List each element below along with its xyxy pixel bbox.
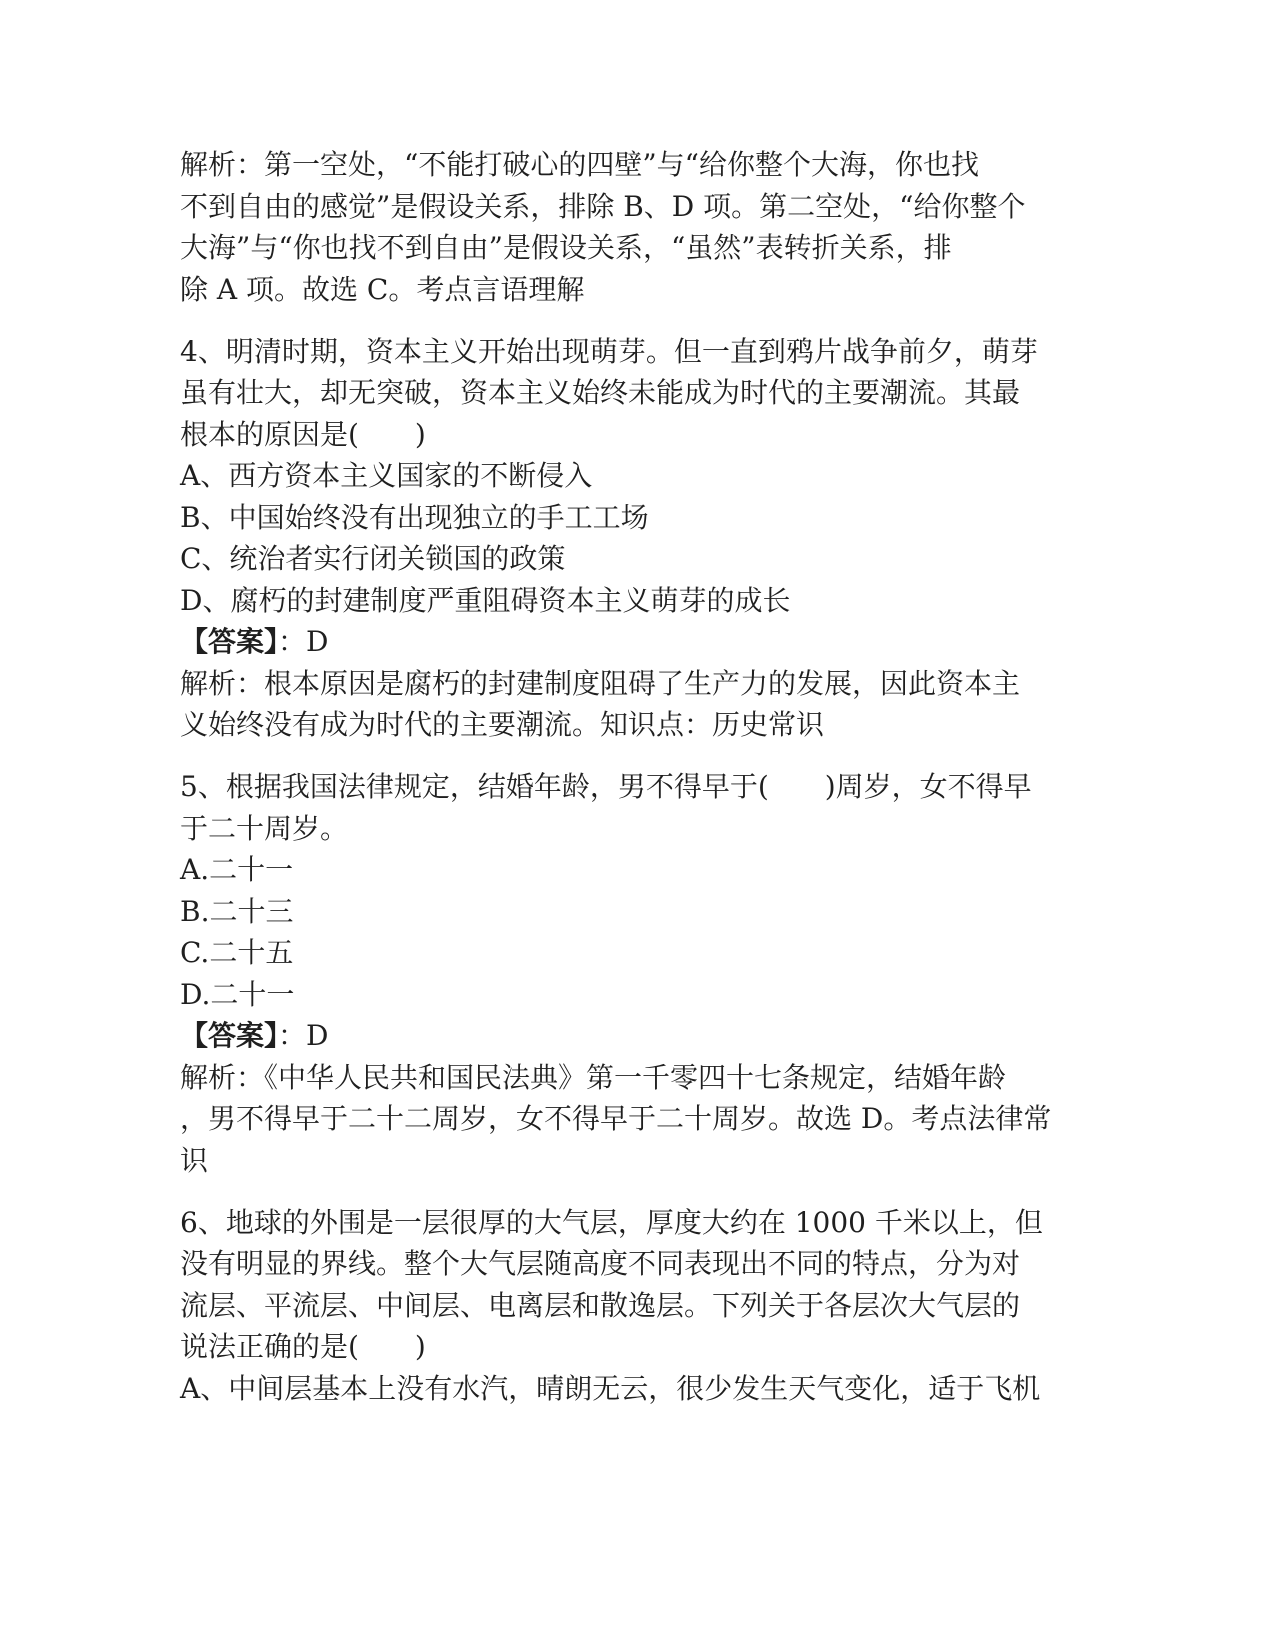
q3-analysis-block — [180, 144, 1180, 310]
analysis-line: 除 A 项。故选 C。考点言语理解 — [180, 272, 585, 306]
analysis-line: 不到自由的感觉”是假设关系，排除 B、D 项。第二空处，“给你整个 — [180, 189, 1026, 223]
analysis-line: 识 — [180, 1143, 209, 1177]
option-c: C.二十五 — [180, 936, 294, 969]
question-5 — [180, 766, 1180, 1181]
answer-line — [180, 621, 1180, 663]
answer-label: 【答案】 — [180, 625, 279, 658]
answer-label: 【答案】 — [180, 1019, 279, 1052]
question-6 — [180, 1202, 1180, 1410]
analysis-line: 解析：根本原因是腐朽的封建制度阻碍了生产力的发展，因此资本主 — [180, 666, 1021, 700]
question-stem-line: 没有明显的界线。整个大气层随高度不同表现出不同的特点，分为对 — [180, 1247, 1021, 1280]
option-d: D.二十一 — [180, 977, 295, 1011]
document-content — [180, 144, 1180, 1409]
question-stem-line: 于二十周岁。 — [180, 811, 349, 845]
option-a: A、西方资本主义国家的不断侵入 — [180, 459, 593, 492]
question-4 — [180, 331, 1180, 746]
answer-value: ：D — [278, 625, 329, 658]
option-a: A、中间层基本上没有水汽，晴朗无云，很少发生天气变化，适于飞机 — [180, 1371, 1041, 1405]
option-a: A.二十一 — [180, 853, 294, 886]
question-stem-line: 流层、平流层、中间层、电离层和散逸层。下列关于各层次大气层的 — [180, 1288, 1021, 1322]
analysis-line: 解析：第一空处，“不能打破心的四壁”与“给你整个大海，你也找 — [180, 148, 979, 181]
analysis-line: ，男不得早于二十二周岁，女不得早于二十周岁。故选 D。考点法律常 — [180, 1102, 1052, 1135]
question-stem-line: 5、根据我国法律规定，结婚年龄，男不得早于( )周岁，女不得早 — [180, 770, 1032, 803]
option-c: C、统治者实行闭关锁国的政策 — [180, 542, 566, 575]
answer-line — [180, 1015, 1180, 1057]
question-stem-line: 根本的原因是( ) — [180, 417, 426, 451]
question-stem-line: 虽有壮大，却无突破，资本主义始终未能成为时代的主要潮流。其最 — [180, 376, 1021, 409]
analysis-line: 解析：《中华人民共和国民法典》第一千零四十七条规定，结婚年龄 — [180, 1060, 1007, 1094]
question-stem-line: 4、明清时期，资本主义开始出现萌芽。但一直到鸦片战争前夕，萌芽 — [180, 334, 1038, 368]
analysis-line: 大海”与“你也找不到自由”是假设关系，“虽然”表转折关系，排 — [180, 231, 952, 264]
question-stem-line: 说法正确的是( ) — [180, 1330, 426, 1363]
option-d: D、腐朽的封建制度严重阻碍资本主义萌芽的成长 — [180, 583, 791, 617]
question-stem-line: 6、地球的外围是一层很厚的大气层，厚度大约在 1000 千米以上，但 — [180, 1205, 1043, 1239]
option-b: B、中国始终没有出现独立的手工工场 — [180, 500, 649, 534]
answer-value: ：D — [278, 1019, 329, 1052]
analysis-line: 义始终没有成为时代的主要潮流。知识点：历史常识 — [180, 708, 825, 741]
option-b: B.二十三 — [180, 894, 294, 928]
